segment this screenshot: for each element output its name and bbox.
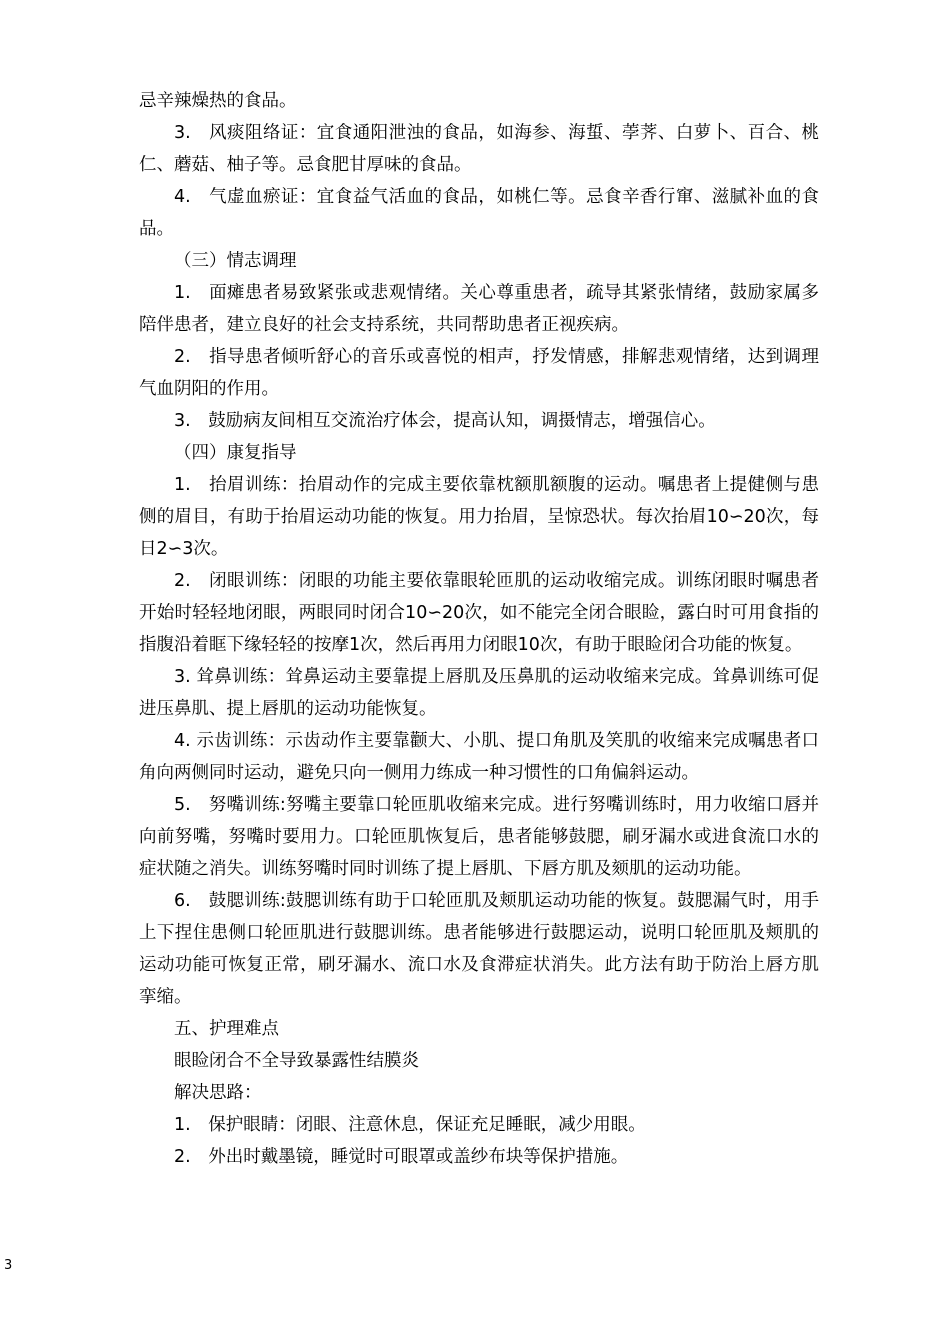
paragraph: 1. 抬眉训练：抬眉动作的完成主要依靠枕额肌额腹的运动。嘱患者上提健侧与患侧的眉目，有助于抬眉运动功能的恢复。用力抬眉，呈惊恐状。每次抬眉10∽20次，每日2∽3次。 [139,475,819,559]
page-number: 3 [4,1258,13,1273]
paragraph: 4. 示齿训练：示齿动作主要靠颧大、小肌、提口角肌及笑肌的收缩来完成嘱患者口角向两侧同时运动，避免只向一侧用力练成一种习惯性的口角偏斜运动。 [139,731,819,783]
section-heading: （四）康复指导 [174,443,297,463]
paragraph: 5. 努嘴训练:努嘴主要靠口轮匝肌收缩来完成。进行努嘴训练时，用力收缩口唇并向前努嘴，努嘴时要用力。口轮匝肌恢复后，患者能够鼓腮，刷牙漏水或进食流口水的症状随之消失。训练努嘴时同时训练了提上唇肌、下唇方肌及颏肌的运动功能。 [139,795,819,879]
paragraph: 2. 闭眼训练：闭眼的功能主要依靠眼轮匝肌的运动收缩完成。训练闭眼时嘱患者开始时轻轻地闭眼，两眼同时闭合10∽20次，如不能完全闭合眼睑，露白时可用食指的指腹沿着眶下缘轻轻的按摩1次，然后再用力闭眼10次，有助于眼睑闭合功能的恢复。 [139,571,819,655]
paragraph: 4. 气虚血瘀证：宜食益气活血的食品，如桃仁等。忌食辛香行窜、滋腻补血的食品。 [139,187,819,239]
paragraph: 2. 外出时戴墨镜，睡觉时可眼罩或盖纱布块等保护措施。 [174,1147,629,1167]
paragraph: 3. 风痰阻络证：宜食通阳泄浊的食品，如海参、海蜇、荸荠、白萝卜、百合、桃仁、蘑菇、柚子等。忌食肥甘厚味的食品。 [139,123,819,175]
paragraph: 2. 指导患者倾听舒心的音乐或喜悦的相声，抒发情感，排解悲观情绪，达到调理气血阴阳的作用。 [139,347,819,399]
paragraph: 3. 耸鼻训练：耸鼻运动主要靠提上唇肌及压鼻肌的运动收缩来完成。耸鼻训练可促进压鼻肌、提上唇肌的运动功能恢复。 [139,667,819,719]
paragraph: 1. 面瘫患者易致紧张或悲观情绪。关心尊重患者，疏导其紧张情绪，鼓励家属多陪伴患者，建立良好的社会支持系统，共同帮助患者正视疾病。 [139,283,819,335]
section-heading: 解决思路： [174,1083,262,1103]
paragraph: 3. 鼓励病友间相互交流治疗体会，提高认知，调摄情志，增强信心。 [174,411,716,431]
section-heading: 眼睑闭合不全导致暴露性结膜炎 [174,1051,419,1071]
section-heading: （三）情志调理 [174,251,297,271]
paragraph: 1. 保护眼睛：闭眼、注意休息，保证充足睡眠，减少用眼。 [174,1115,646,1135]
paragraph: 6. 鼓腮训练:鼓腮训练有助于口轮匝肌及颊肌运动功能的恢复。鼓腮漏气时，用手上下捏住患侧口轮匝肌进行鼓腮训练。患者能够进行鼓腮运动，说明口轮匝肌及颊肌的运动功能可恢复正常，刷牙漏水、流口水及食滞症状消失。此方法有助于防治上唇方肌挛缩。 [139,891,819,1007]
section-heading: 五、护理难点 [174,1019,279,1039]
document-body [139,85,819,1173]
paragraph: 忌辛辣燥热的食品。 [139,91,297,111]
